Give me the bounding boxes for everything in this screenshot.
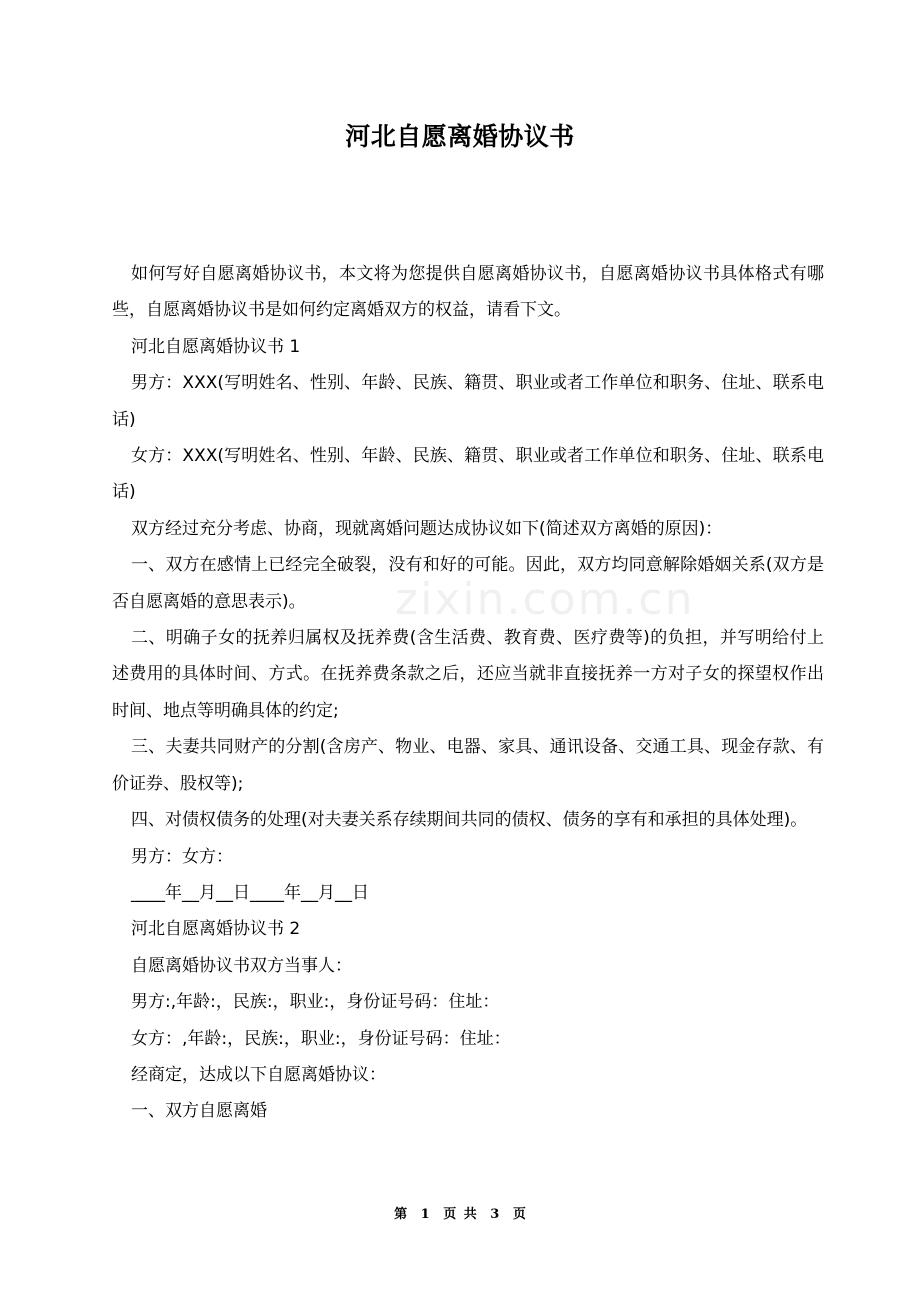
paragraph-female-party: 女方：XXX(写明姓名、性别、年龄、民族、籍贯、职业或者工作单位和职务、住址、联系电话) xyxy=(112,446,824,503)
clause-4: 四、对债权债务的处理(对夫妻关系存续期间共同的债权、债务的享有和承担的具体处理)。 xyxy=(131,810,808,831)
clause-voluntary-divorce: 一、双方自愿离婚 xyxy=(131,1101,267,1122)
clause-2: 二、明确子女的抚养归属权及抚养费(含生活费、教育费、医疗费等)的负担，并写明给付上述费用的具体时间、方式。在抚养费条款之后，还应当就非直接抚养一方对子女的探望权作出时间、地点等明确具体的约定; xyxy=(112,628,824,721)
signature-line: 男方：女方： xyxy=(131,846,233,867)
section-heading-1: 河北自愿离婚协议书 1 xyxy=(131,336,301,357)
clause-1: 一、双方在感情上已经完全破裂，没有和好的可能。因此，双方均同意解除婚姻关系(双方是否自愿离婚的意思表示)。 xyxy=(112,555,824,612)
footer-suffix: 页 xyxy=(512,1207,526,1222)
document-body xyxy=(112,256,824,1130)
footer-prefix: 第 xyxy=(394,1207,408,1222)
footer-total-pages: 3 xyxy=(490,1207,500,1222)
female-party-fields: 女方：,年龄:，民族:，职业:，身份证号码：住址： xyxy=(131,1028,511,1049)
parties-heading: 自愿离婚协议书双方当事人： xyxy=(131,955,352,976)
paragraph-agreement-intro: 双方经过充分考虑、协商，现就离婚问题达成协议如下(简述双方离婚的原因)： xyxy=(131,518,723,539)
watermark-text: zixin.com.cn xyxy=(395,574,695,625)
clause-3: 三、夫妻共同财产的分割(含房产、物业、电器、家具、通讯设备、交通工具、现金存款、有价证券、股权等); xyxy=(112,737,824,794)
document-title: 河北自愿离婚协议书 xyxy=(345,122,575,151)
page-footer xyxy=(0,1205,920,1225)
footer-current-page: 1 xyxy=(420,1207,430,1222)
footer-middle: 页 共 xyxy=(443,1207,477,1222)
male-party-fields: 男方:,年龄:，民族:，职业:，身份证号码：住址： xyxy=(131,992,500,1013)
paragraph-intro: 如何写好自愿离婚协议书，本文将为您提供自愿离婚协议书，自愿离婚协议书具体格式有哪些，自愿离婚协议书是如何约定离婚双方的权益，请看下文。 xyxy=(112,264,824,321)
paragraph-male-party: 男方：XXX(写明姓名、性别、年龄、民族、籍贯、职业或者工作单位和职务、住址、联系电话) xyxy=(112,373,824,430)
agreement-statement: 经商定，达成以下自愿离婚协议： xyxy=(131,1064,386,1085)
section-heading-2: 河北自愿离婚协议书 2 xyxy=(131,919,301,940)
date-line: ____年__月__日____年__月__日 xyxy=(131,882,369,903)
